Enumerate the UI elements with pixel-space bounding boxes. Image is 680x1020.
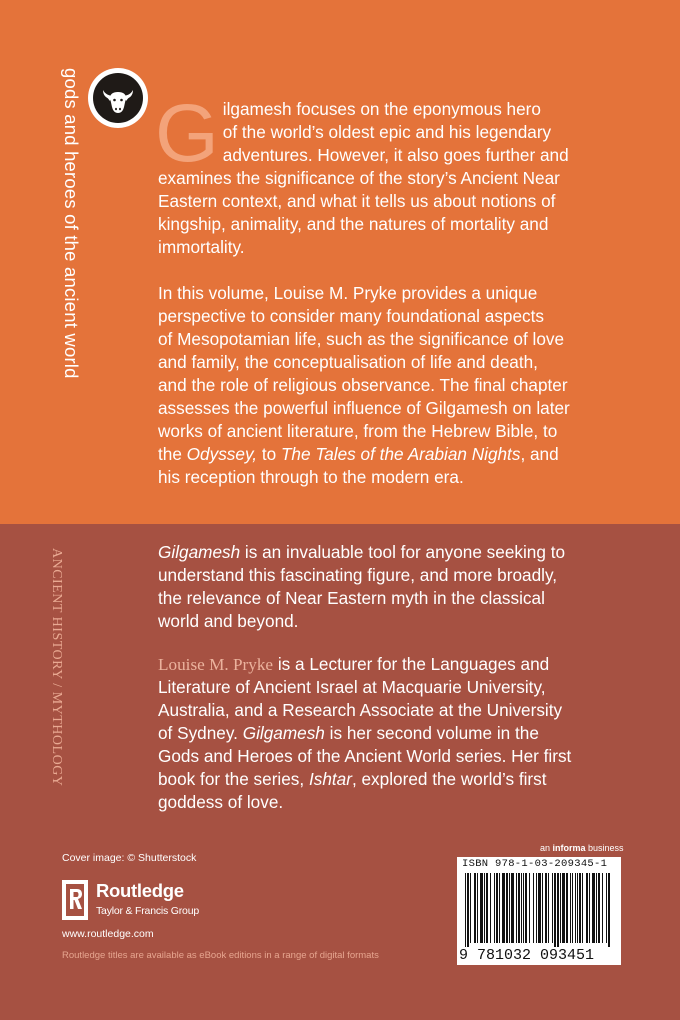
barcode-bar [470,873,471,943]
text-line: Eastern context, and what it tells us about notions of [158,191,556,211]
barcode-bar [592,873,595,943]
publisher-name: Routledge [96,880,184,901]
text-line: world and beyond. [158,611,299,631]
text-line: kingship, animality, and the natures of mortality and [158,214,549,234]
barcode-bar [490,873,491,943]
cover-image-credit: Cover image: © Shutterstock [62,852,197,864]
text-line: immortality. [158,237,245,257]
barcode-bar [598,873,600,943]
text-line: Gods and Heroes of the Ancient World series. Her first [158,746,572,766]
text-run: is an invaluable tool for anyone seeking to [240,542,566,562]
barcode-bar [538,873,541,943]
text-run: , and [520,444,559,464]
barcode-bar [529,873,530,943]
book-title: Gilgamesh [158,542,241,562]
bull-head-icon [93,73,143,123]
text-line: adventures. However, it also goes further and [222,145,569,165]
text-line: Australia, and a Research Associate at the University [158,700,563,720]
barcode-bar [548,873,549,943]
text-run: to [257,444,281,464]
description-paragraph-2 [158,282,638,489]
text-run: the [158,444,187,464]
text-line: and family, the conceptualisation of life and death, [158,352,538,372]
barcode-bar [566,873,568,943]
barcode-bar [486,873,488,943]
series-title-text: gods and heroes of the ancient world [61,68,82,379]
description-paragraph-1 [155,88,638,259]
barcode-bar [465,873,466,947]
barcode-bar [474,873,476,943]
barcode-bar [552,873,553,943]
series-title-vertical [58,68,82,488]
book-title: Gilgamesh [242,723,325,743]
subject-category-vertical [44,548,64,808]
text-line: and the role of religious observance. The final chapter [158,375,568,395]
text-line: of Mesopotamian life, such as the significance of love [158,329,565,349]
barcode-bar [575,873,576,943]
barcode-bar [502,873,505,943]
barcode-bar [536,873,537,943]
author-name: Louise M. Pryke [158,655,274,674]
text-line [158,722,638,745]
barcode-bar [506,873,508,943]
text-run: an [540,843,553,853]
text-run: of Sydney. [158,723,243,743]
barcode-bar [560,873,561,943]
barcode-bar [509,873,510,943]
barcode-bar [554,873,556,947]
barcode-bar [596,873,597,943]
barcode-bar [586,873,588,943]
barcode-bar [579,873,581,943]
barcode-bar [523,873,524,943]
text-line [158,443,638,466]
text-line: assesses the powerful influence of Gilgamesh on later [158,398,570,418]
barcode-icon [461,873,617,947]
description-paragraph-3 [158,541,638,633]
text-line: perspective to consider many foundational aspects [158,306,544,326]
barcode-bar [572,873,573,943]
ebook-note: Routledge titles are available as eBook editions in a range of digital formats [62,950,379,961]
text-line: understand this fascinating figure, and more broadly, [158,565,558,585]
barcode-bar [480,873,483,943]
arabian-nights-title: The Tales of the Arabian Nights [280,444,521,464]
barcode-bar [606,873,607,943]
text-run: is her second volume in the [324,723,539,743]
informa-wordmark: informa [552,843,586,853]
barcode-bar [602,873,603,943]
text-line [158,768,638,791]
barcode-bar [494,873,495,943]
barcode-bar [499,873,500,943]
informa-tagline [540,843,624,853]
barcode-bar [545,873,547,943]
isbn-digits: 9 781032 093451 [459,947,595,964]
odyssey-title: Odyssey, [186,444,258,464]
barcode-bar [518,873,520,943]
series-logo [88,68,148,128]
text-line [158,653,638,676]
text-line: works of ancient literature, from the Hebrew Bible, to [158,421,558,441]
barcode-bar [521,873,522,943]
barcode-bar [562,873,565,943]
text-line: of the world’s oldest epic and his legendary [222,122,552,142]
barcode-bar [608,873,610,947]
barcode-bar [589,873,590,943]
barcode-bar [511,873,514,943]
barcode-bar [484,873,485,943]
subject-category-text: ANCIENT HISTORY / MYTHOLOGY [49,548,64,787]
text-line: ilgamesh focuses on the eponymous hero [222,99,541,119]
barcode-box [457,857,621,965]
routledge-logo-icon [62,880,88,920]
barcode-bar [477,873,478,943]
barcode-bar [496,873,498,943]
barcode-bar [525,873,527,943]
publisher-url: www.routledge.com [62,928,154,940]
barcode-bar [533,873,534,943]
barcode-bar [582,873,583,943]
barcode-bar [542,873,543,943]
barcode-bar [516,873,517,943]
author-bio [158,653,638,814]
barcode-bar [570,873,571,943]
barcode-bar [577,873,578,943]
text-line: goddess of love. [158,792,284,812]
text-line: examines the significance of the story’s Ancient Near [158,168,560,188]
barcode-bar [557,873,559,947]
isbn-label: ISBN 978-1-03-209345-1 [462,858,608,870]
text-run: , explored the world’s first [351,769,547,789]
text-run: business [585,843,624,853]
publisher-group: Taylor & Francis Group [96,905,199,917]
book-title: Ishtar [308,769,352,789]
text-line [158,541,638,564]
text-run: book for the series, [158,769,309,789]
drop-cap: G [155,88,219,179]
text-run: is a Lecturer for the Languages and [273,654,550,674]
text-line: Literature of Ancient Israel at Macquarie University, [158,677,546,697]
text-line: the relevance of Near Eastern myth in the classical [158,588,545,608]
text-line: his reception through to the modern era. [158,467,464,487]
text-line: In this volume, Louise M. Pryke provides a unique [158,283,538,303]
barcode-bar [467,873,469,947]
